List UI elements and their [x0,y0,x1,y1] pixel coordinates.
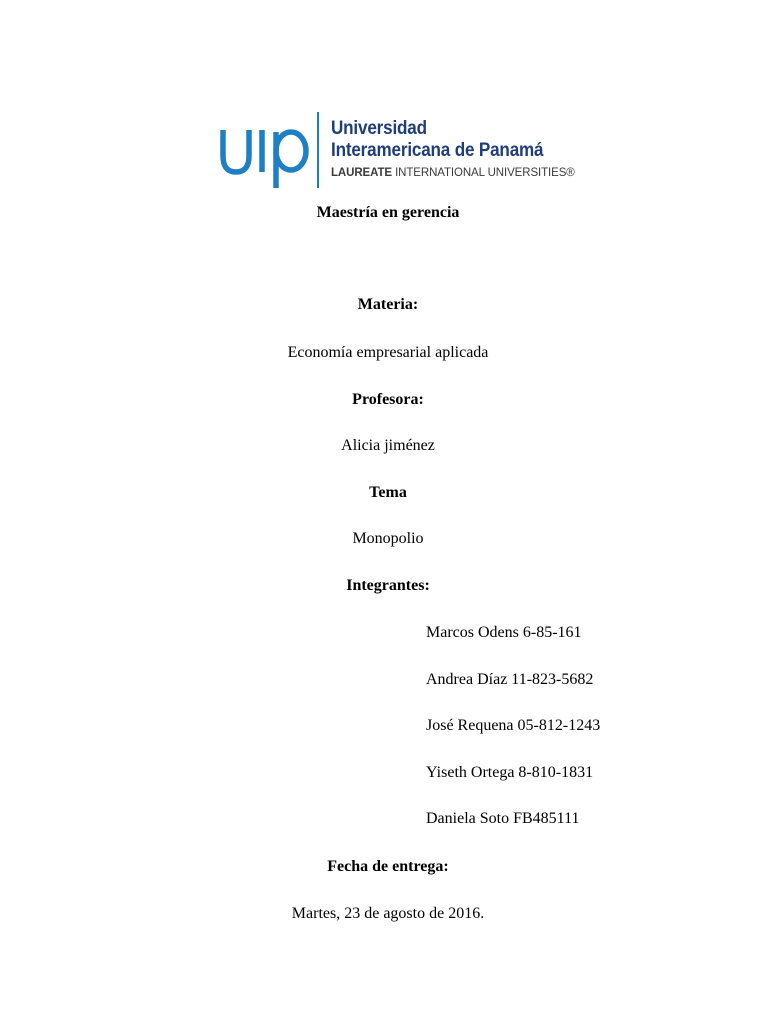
member-item: Yiseth Ortega 8-810-1831 [426,764,594,781]
member-item: Marcos Odens 6-85-161 [426,624,582,641]
logo-line-university: Universidad [331,118,427,139]
logo-line-laureate [331,166,575,180]
topic-label: Tema [369,484,407,501]
due-date-value: Martes, 23 de agosto de 2016. [291,905,485,922]
member-item: Daniela Soto FB485111 [426,810,580,827]
member-item: Andrea Díaz 11-823-5682 [426,671,594,688]
logo-laureate-rest: INTERNATIONAL UNIVERSITIES® [391,167,575,179]
logo-laureate-bold: LAUREATE [331,167,392,179]
professor-value: Alicia jiménez [341,437,435,454]
university-logo [219,110,579,190]
logo-wordmark [331,118,575,180]
subject-value: Economía empresarial aplicada [287,344,489,361]
due-date-label: Fecha de entrega: [327,858,449,875]
topic-value: Monopolio [352,530,424,547]
logo-line-interamericana: Interamericana de Panamá [331,140,544,161]
uip-logo-mark-icon [219,110,319,190]
member-item: José Requena 05-812-1243 [426,717,601,734]
professor-label: Profesora: [352,391,424,408]
subject-label: Materia: [357,296,419,313]
program-title: Maestría en gerencia [316,204,460,221]
members-label: Integrantes: [346,577,430,594]
